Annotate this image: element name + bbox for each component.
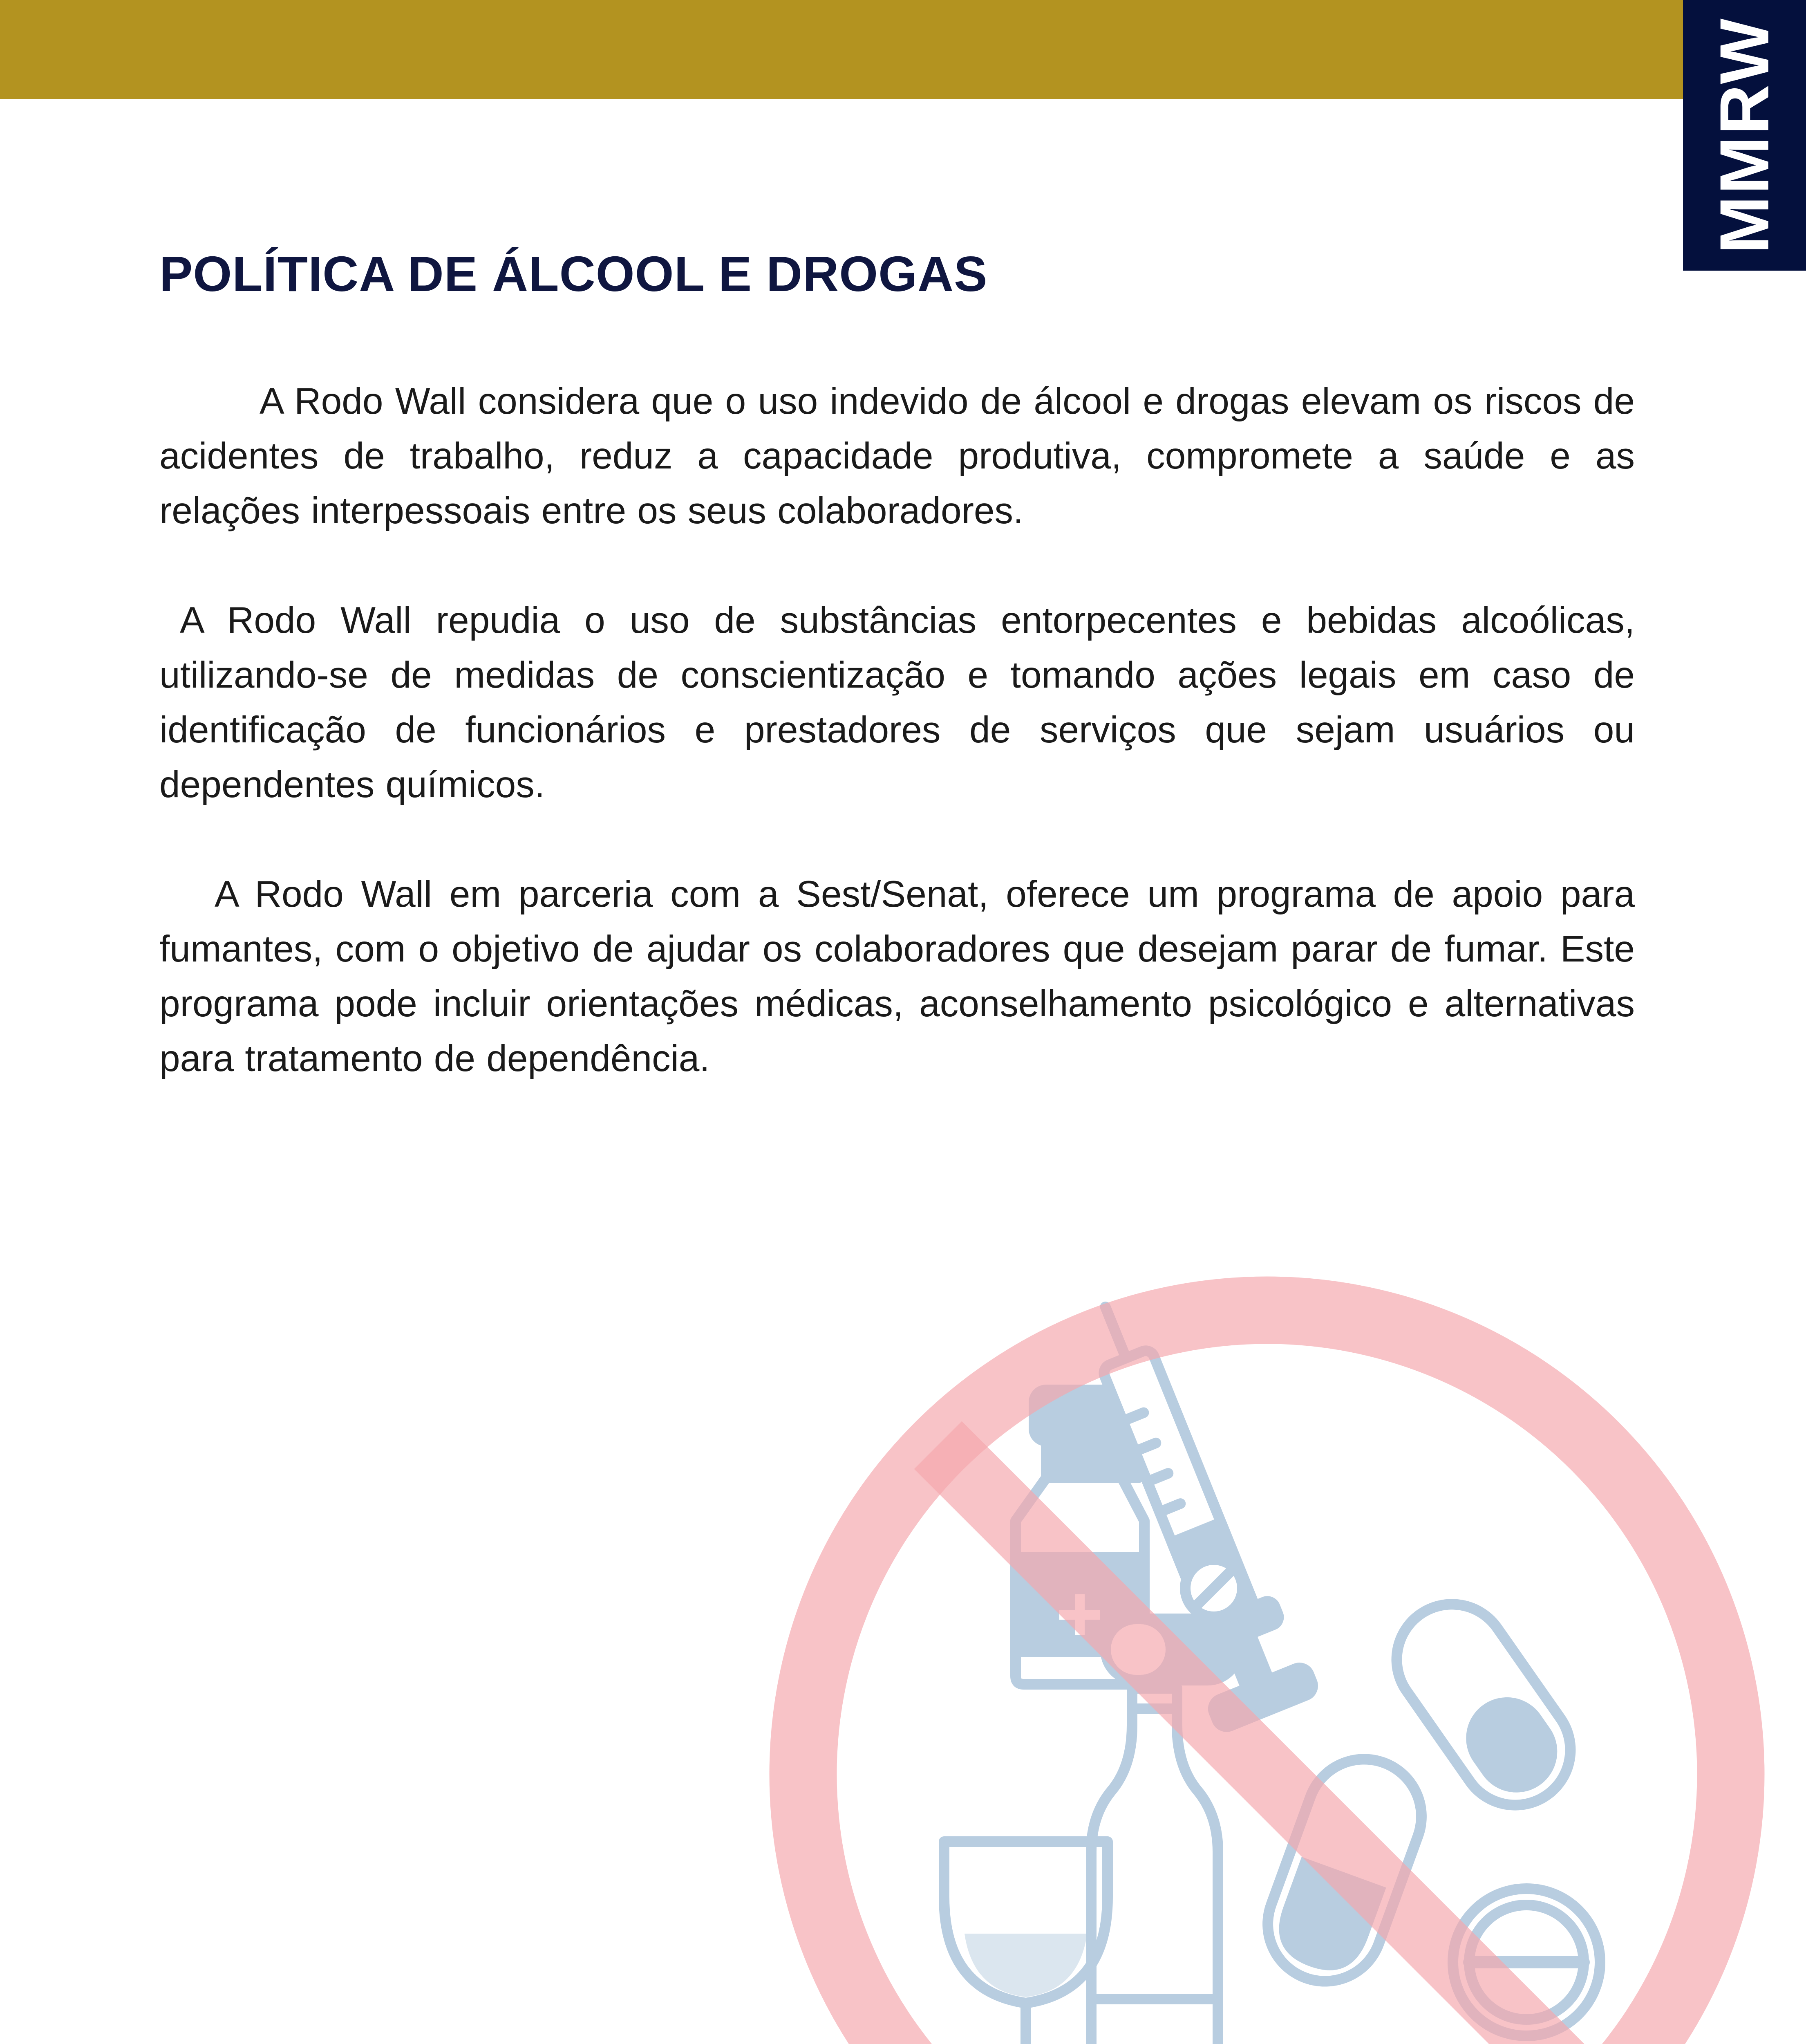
section-tab-label: MMRW bbox=[1705, 17, 1784, 254]
body-text bbox=[159, 374, 1635, 1141]
header-gold-bar bbox=[0, 0, 1683, 99]
paragraph: A Rodo Wall em parceria com a Sest/Senat, oferece um programa de apoio para fumantes, com o objetivo de ajudar os colaboradores que desejam parar de fumar. Este programa pode incluir orientações médicas, aconselhamento psicológico e alternativas para tratamento de dependência. bbox=[159, 874, 1635, 1079]
paragraph: A Rodo Wall considera que o uso indevido de álcool e drogas elevam os riscos de acidentes de trabalho, reduz a capacidade produtiva, compromete a saúde e as relações interpessoais entre os seus colaboradores. bbox=[159, 381, 1635, 531]
section-tab bbox=[1683, 0, 1806, 271]
paragraph: A Rodo Wall repudia o uso de substâncias entorpecentes e bebidas alcoólicas, utilizando-se de medidas de conscientização e tomando ações legais em caso de identificação de funcionários e prestadores de serviços que sejam usuários ou dependentes químicos. bbox=[159, 600, 1635, 805]
no-drugs-alcohol-icon bbox=[764, 1271, 1770, 2044]
page-title: POLÍTICA DE ÁLCOOL E DROGAS bbox=[159, 246, 988, 302]
